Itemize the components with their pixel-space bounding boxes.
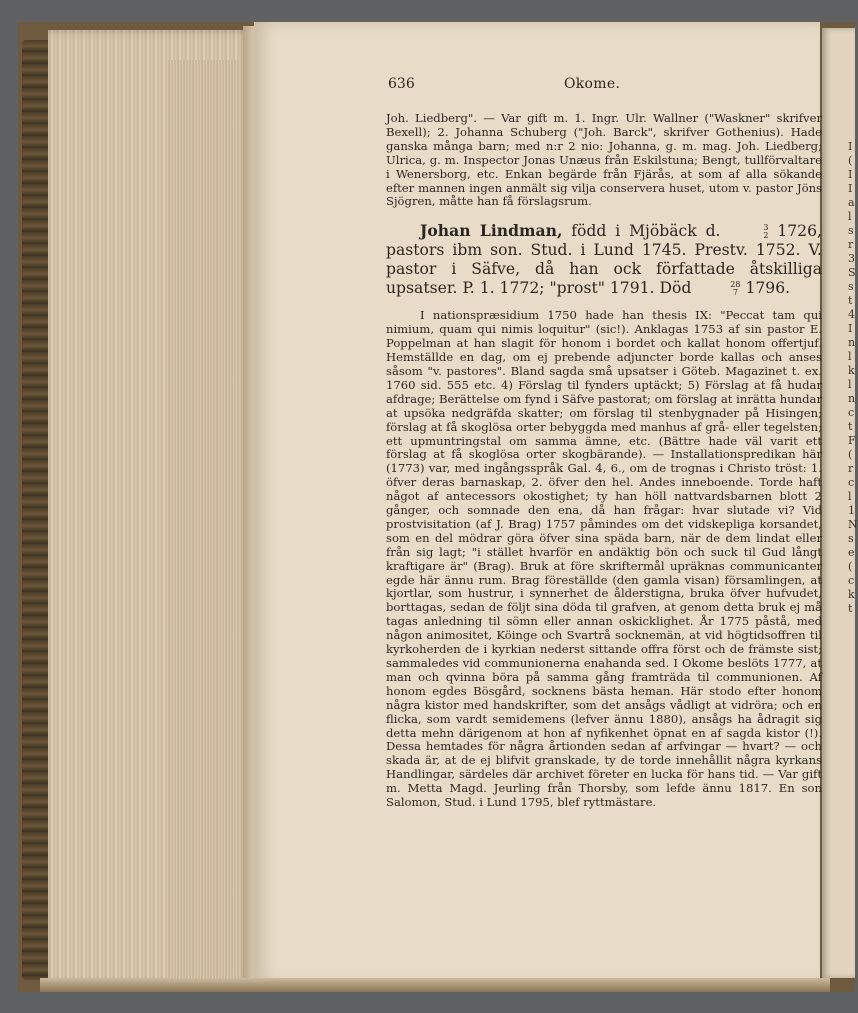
adjacent-page-fragment: r [848,238,854,251]
page-edges-bottom [40,978,830,992]
page-stack-inner [168,60,238,980]
adjacent-page-fragment: t [848,420,853,433]
page-number: 636 [388,76,415,92]
adjacent-page-fragment: I [848,322,853,335]
adjacent-page-fragment: c [848,574,855,587]
adjacent-page-fragment: ( [848,448,853,461]
page-stack-left [48,30,253,985]
entry-body: I nationspræsidium 1750 hade han thesis IX: "Peccat tam qui nimium, quam qui nimis loquitur" (sic!). Anklagas 1753 af sin pastor E. Poppelman at han slagit för honom i bordet och kallat honom offertjuf. Hemställde en dag, om ej prebende adjuncter borde kallas och anses såsom "v. pastores". Bland sagda små upsatser i Göteb. Magazinet t. ex. 1760 sid. 555 etc. 4) Förslag til fynders uptäckt; 5) Förslag at få hudar afdrage; Berättelse om fynd i Säfve pastorat; om förslag at inrätta hundar at upsöka nedgräfda skatter; om förslag til stenbygnader på Hisingen; förslag at få skoglösa orter bebyggda med manhus af grå- eller tegelsten; ett upmuntringstal om samma ämne, etc. (Bättre hade väl varit ett förslag at få skoglösa orter skogbärande). — Installationspredikan här (1773) var, med ingångsspråk Gal. 4, 6., om de trognas i Christo tröst: 1. öfver deras barnaskap, 2. öfver den hel. Andes inneboende. Torde haft något af antecessors okostighet; ty han höll nattvardsbarnen blott 2 gånger, och somnade den ena, då han frågar: hvar slutade vi? Vid prostvisitation (af J. Brag) 1757 påmindes om det vidskepliga korsandet, som en del mödrar göra öfver sina späda barn, när de dem lindat eller från sig lagt; "i stället hvarför en andäktig bön och suck til Gud långt kraftigare är" (Brag). Bruk at före skriftermål upräknas communicanter egde här ännu rum. Brag föreställde (den gamla visan) församlingen, at kjortlar, som hustrur, i synnerhet de ålderstigna, bruka öfver hufvudet, borttagas, sedan de följt sina döda til grafven, at genom detta bruk ej må tagas anledning til sömn eller annan oskicklighet. År 1775 påstå, med någon animositet, Köinge och Svartrå socknemän, at vid högtidsoffren til kyrkoherden de i kyrkian nederst sittande offra först och de främste sist; sammaledes vid communionerna enahanda sed. I Okome beslöts 1777, at man och qvinna böra på samma gång framträda til communionen. Af honom egdes Bösgård, socknens bästa heman. Här stodo efter honom några kistor med handskrifter, som det ansågs vådligt at vidröra; och en flicka, som vardt semidemens (lefver ännu 1880), ansågs ha ådragit sig detta mehn därigenom at hon af nyfikenhet öpnat en af sagda kistor (!). Dessa hemtades för några årtionden sedan af arfvingar — hvart? — och skada är, at de ej blifvit granskade, ty de torde innehållit några kyrkans Handlingar, särdeles där archivet företer en lucka för hans tid. — Var gift m. Metta Magd. Jeurling från Thorsby, som lefde ännu 1817. En son Salomon, Stud. i Lund 1795, blef ryttmästare. [386,308,822,810]
adjacent-page-fragment: a [848,196,855,209]
adjacent-page-fragment: s [848,224,854,237]
adjacent-page-fragment: k [848,364,855,377]
adjacent-page-fragment: k [848,588,855,601]
adjacent-page-fragment: 4 [848,308,855,321]
adjacent-page-fragment: n [848,336,856,349]
adjacent-page-fragment: I [848,140,853,153]
birth-month: 2 [763,231,769,241]
adjacent-page-fragment: 1 [848,504,855,517]
adjacent-page-fragment: l [848,378,852,391]
adjacent-page-fragment: s [848,280,854,293]
adjacent-page-text-fragments [848,140,858,616]
adjacent-page-fragment: N [848,518,858,531]
adjacent-page-fragment: 3 [848,252,855,265]
birth-day: 3 [763,223,769,233]
death-date-fraction [696,281,740,297]
adjacent-page-fragment: l [848,210,852,223]
adjacent-page-fragment: l [848,490,852,503]
running-title: Okome. [564,76,621,92]
adjacent-page-fragment: t [848,602,853,615]
adjacent-page-fragment: c [848,406,855,419]
page-content [386,76,822,810]
death-month: 7 [732,288,738,298]
adjacent-page-fragment: s [848,532,854,545]
birth-date-fraction [729,224,768,240]
entry-heading-part-2: 1726, pastors ibm son. Stud. i Lund 1745. Prestv. 1752. V. pastor i Säfve, då han ock författade åtskilliga upsatser. P. 1. 1772; "prost" 1791. Död [386,222,822,298]
page-header [386,76,822,98]
adjacent-page-fragment: I [848,182,853,195]
adjacent-page-fragment: r [848,462,854,475]
adjacent-page-fragment: ( [848,560,853,573]
entry-heading [386,221,822,298]
adjacent-page-fragment: e [848,546,855,559]
adjacent-page-fragment: l [848,350,852,363]
death-day: 28 [730,280,741,290]
adjacent-page-fragment: c [848,476,855,489]
adjacent-page-fragment: t [848,294,853,307]
entry-heading-part-3: 1796. [745,279,791,298]
adjacent-page-fragment: n [848,392,856,405]
entry-heading-part-1: född i Mjöbäck d. [571,222,721,241]
adjacent-page-fragment: ( [848,154,853,167]
preceding-paragraph: Joh. Liedberg". — Var gift m. 1. Ingr. Ulr. Wallner ("Waskner" skrifver Bexell); 2. Johanna Schuberg ("Joh. Barck", skrifver Gothenius). Hade ganska många barn; med n:r 2 nio: Johanna, g. m. mag. Joh. Liedberg; Ulrica, g. m. Inspector Jonas Unæus från Eskilstuna; Bengt, tullförvaltare i Wenersborg, etc. Enkan begärde från Fjärås, at som af alla sökande efter mannen ingen anmält sig vilja conservera huset, utom v. pastor Jöns Sjögren, måtte han få förslagsrum. [386,111,822,209]
adjacent-page-fragment: I [848,168,853,181]
entry-name: Johan Lindman, [420,221,563,241]
adjacent-page-fragment: F [848,434,856,447]
adjacent-page-fragment: S [848,266,856,279]
